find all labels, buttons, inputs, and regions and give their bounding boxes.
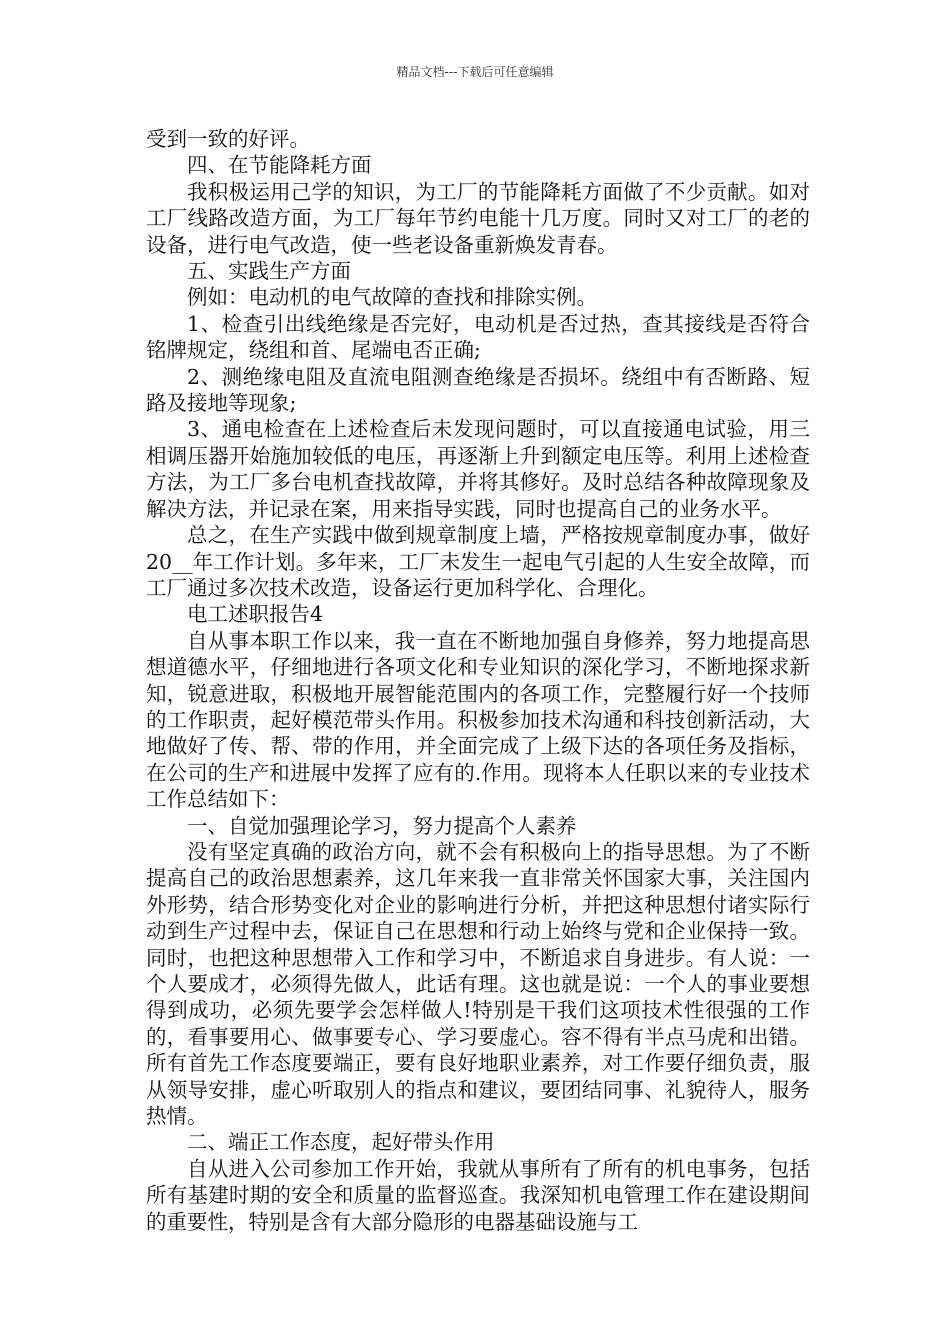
paragraph: 自从进入公司参加工作开始，我就从事所有了所有的机电事务，包括所有基建时期的安全和质量的监督巡查。我深知机电管理工作在建设期间的重要性，特别是含有大部分隐形的电器基础设施与工 <box>146 1156 810 1234</box>
paragraph: 总之，在生产实践中做到规章制度上墙，严格按规章制度办事，做好20__年工作计划。多年来，工厂未发生一起电气引起的人生安全故障，而工厂通过多次技术改造，设备运行更加科学化、合理化。 <box>146 523 810 600</box>
paragraph: 例如：电动机的电气故障的查找和排除实例。 <box>187 285 597 310</box>
list-item: 1、检查引出线绝缘是否完好，电动机是否过热，查其接线是否符合铭牌规定，绕组和首、尾端电否正确; <box>146 311 810 363</box>
list-item: 3、通电检查在上述检查后未发现问题时，可以直接通电试验，用三相调压器开始施加较低的电压，再逐渐上升到额定电压等。利用上述检查方法，为工厂多台电机查找故障，并将其修好。及时总结各种故障现象及解决方法，并记录在案，用来指导实践，同时也提高自己的业务水平。 <box>146 417 810 521</box>
paragraph: 自从事本职工作以来，我一直在不断地加强自身修养，努力地提高思想道德水平，仔细地进行各项文化和专业知识的深化学习，不断地探求新知，锐意进取，积极地开展智能范围内的各项工作，完整履行好一个技师的工作职责，起好模范带头作用。积极参加技术沟通和科技创新活动，大地做好了传、帮、带的作用，并全面完成了上级下达的各项任务及指标，在公司的生产和进展中发挥了应有的.作用。现将本人任职以来的专业技术工作总结如下： <box>146 628 810 812</box>
section-heading: 五、实践生产方面 <box>187 259 351 284</box>
section-heading: 二、端正工作态度，起好带头作用 <box>187 1130 495 1155</box>
report-title: 电工述职报告4 <box>187 602 324 627</box>
section-heading: 四、在节能降耗方面 <box>187 153 372 178</box>
section-heading: 一、自觉加强理论学习，努力提高个人素养 <box>187 813 577 838</box>
list-item: 2、测绝缘电阻及直流电阻测查绝缘是否损坏。绕组中有否断路、短路及接地等现象; <box>146 364 810 416</box>
document-body <box>146 126 810 1235</box>
paragraph: 没有坚定真确的政治方向，就不会有积极向上的指导思想。为了不断提高自己的政治思想素养，这几年来我一直非常关怀国家大事，关注国内外形势，结合形势变化对企业的影响进行分析，并把这种思想付诸实际行动到生产过程中去，保证自己在思想和行动上始终与党和企业保持一致。同时，也把这种思想带入工作和学习中，不断追求自身进步。有人说：一个人要成才，必须得先做人，此话有理。这也就是说：一个人的事业要想得到成功，必须先要学会怎样做人!特别是干我们这项技术性很强的工作的，看事要用心、做事要专心、学习要虚心。容不得有半点马虎和出错。所有首先工作态度要端正，要有良好地职业素养，对工作要仔细负责，服从领导安排，虚心听取别人的指点和建议，要团结同事、礼貌待人，服务热情。 <box>146 839 810 1129</box>
paragraph: 我积极运用己学的知识，为工厂的节能降耗方面做了不少贡献。如对工厂线路改造方面，为工厂每年节约电能十几万度。同时又对工厂的老的设备，进行电气改造，使一些老设备重新焕发青春。 <box>146 179 810 257</box>
header-note: 精品文档---下载后可任意编辑 <box>396 65 554 79</box>
paragraph: 受到一致的好评。 <box>146 127 310 151</box>
